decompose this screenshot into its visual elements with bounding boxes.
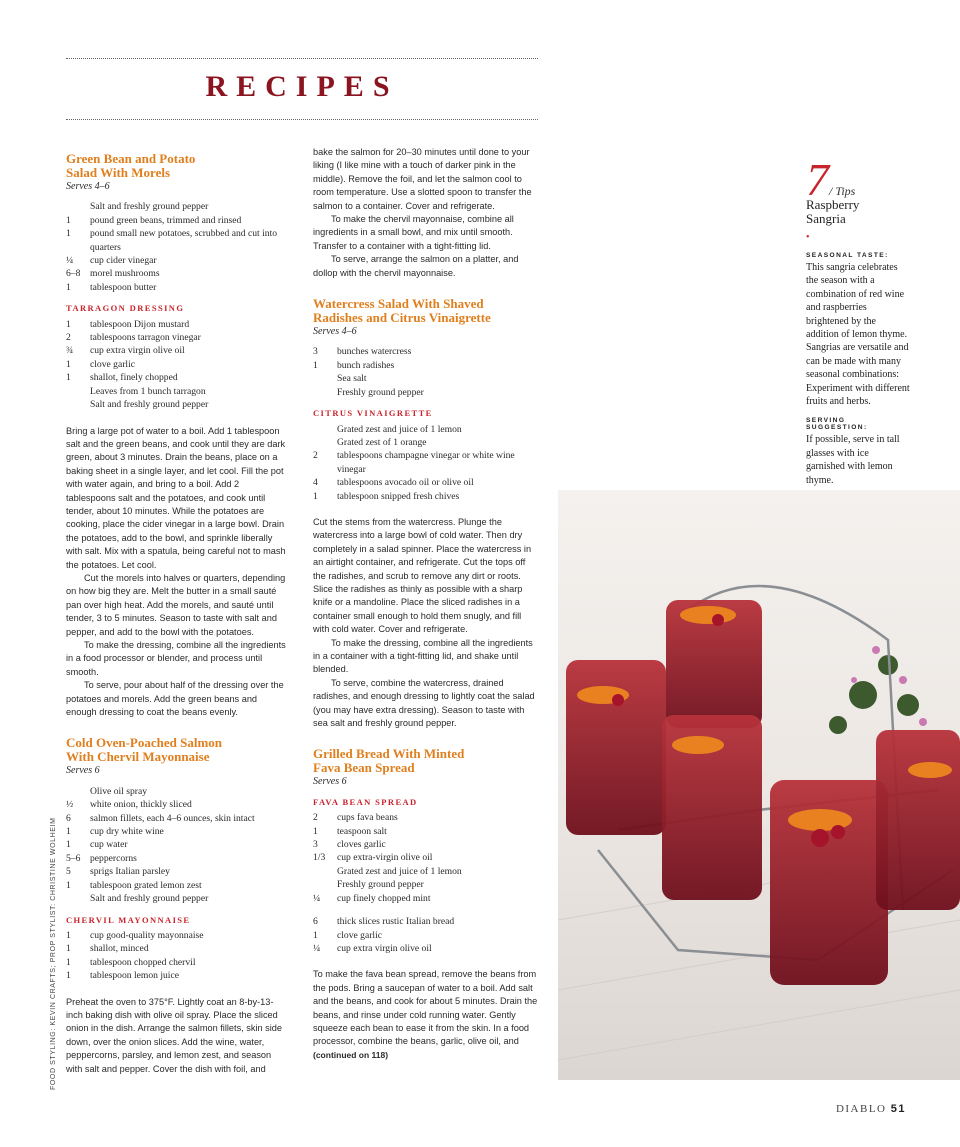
recipe-green-bean-salad (66, 152, 288, 719)
subrecipe-title: CHERVIL MAYONNAISE (66, 914, 191, 925)
ingredient-row (66, 825, 288, 838)
ingredient-quantity: 1 (66, 228, 71, 240)
page-number: 51 (890, 1103, 906, 1115)
ingredient-text: sprigs Italian parsley (90, 866, 170, 878)
ingredient-text: cup extra virgin olive oil (337, 942, 432, 954)
ingredient-quantity (66, 398, 90, 411)
ingredient-quantity: 1 (313, 825, 318, 837)
method-paragraph: Bring a large pot of water to a boil. Add 1 tablespoon salt and the green beans, and cook until they are dark green, about 3 minutes. Drain the beans, place on a baking sheet in a single layer, and let cool. Fill the pot with water again, and bring to a boil. Add 2 tablespoons salt and the potatoes, and cook until tender, about 10 minutes. While the potatoes are cooking, place the cider vinegar in a large bowl. Drain the potatoes, add to the bowl, and sprinkle liberally with salt. Mix with a spatula, being careful not to mash the potatoes. Let cool. (66, 425, 286, 570)
recipe-title-line: Cold Oven-Poached Salmon (66, 735, 223, 751)
ingredient-text: Olive oil spray (90, 785, 148, 797)
ingredient-quantity: 1 (66, 826, 71, 838)
ingredient-quantity: 6 (66, 812, 71, 824)
method-paragraph: To serve, pour about half of the dressing over the potatoes and morels. Add the green beans and enough dressing to coat the beans evenly. (66, 680, 284, 718)
ingredient-quantity: 1 (313, 929, 318, 941)
ingredient-row (66, 852, 288, 865)
ingredient-quantity: 1 (66, 970, 71, 982)
ingredient-text: Salt and freshly ground pepper (90, 399, 209, 411)
ingredient-quantity: 3 (313, 346, 318, 358)
ingredient-quantity (66, 785, 90, 798)
recipe-title-line: Grilled Bread With Minted (313, 746, 465, 762)
ingredient-row (66, 892, 288, 905)
ingredient-row (313, 811, 538, 824)
ingredient-quantity (313, 878, 337, 891)
ingredient-quantity: 6 (313, 916, 318, 928)
recipe-title (66, 736, 288, 763)
ingredient-quantity (66, 892, 90, 905)
recipe-serves: Serves 4–6 (66, 181, 110, 192)
ingredient-row (313, 915, 538, 928)
ingredient-row (313, 423, 538, 436)
ingredient-text: Grated zest and juice of 1 lemon (337, 423, 462, 435)
ingredient-row (313, 372, 538, 385)
recipe-title-line: Watercress Salad With Shaved (313, 296, 484, 312)
ingredient-row (66, 798, 288, 811)
ingredient-row (313, 838, 538, 851)
recipe-title-line: Salad With Morels (66, 164, 171, 180)
method-paragraph: Cut the morels into halves or quarters, depending on how big they are. Melt the butter in a small sauté pan over high heat. Add the morels, and sauté until tender, 3 to 5 minutes. Season to taste with salt and pepper, and add to the bowl with the potatoes. (66, 572, 286, 637)
ingredient-quantity: ¼ (313, 942, 321, 954)
method-paragraph: To make the dressing, combine all the ingredients in a container with a tight-fitting lid, and shake until blended. (313, 637, 533, 675)
ingredient-quantity (313, 423, 337, 436)
ingredient-row (66, 371, 288, 384)
column-left (66, 152, 288, 1076)
ingredient-text: pound green beans, trimmed and rinsed (90, 214, 242, 226)
tip-section-text: This sangria celebrates the season with a combination of red wine and raspberries brightened by the addition of lemon thyme. Sangrias are versatile and can be made with many seasonal combinations: Experiment with different fruits and herbs. (806, 262, 910, 408)
ingredient-list (66, 929, 288, 983)
ingredient-quantity: 1 (66, 372, 71, 384)
ingredient-row (66, 812, 288, 825)
ingredient-row (66, 200, 288, 213)
ingredient-text: salmon fillets, each 4–6 ounces, skin intact (90, 812, 255, 824)
ingredient-quantity: 5–6 (66, 852, 81, 864)
ingredient-list (313, 811, 538, 905)
magazine-name: DIABLO (835, 1103, 887, 1115)
ingredient-text: tablespoons champagne vinegar or white wine vinegar (337, 450, 515, 475)
ingredient-row (66, 331, 288, 344)
ingredient-text: Freshly ground pepper (337, 879, 424, 891)
ingredient-quantity: 1 (66, 214, 71, 226)
ingredient-row (313, 476, 538, 489)
recipe-title (313, 747, 538, 774)
ingredient-row (313, 436, 538, 449)
ingredient-row (313, 490, 538, 503)
recipe-title (66, 152, 288, 179)
tip-section (806, 417, 910, 487)
tip-heading-line: Raspberry (806, 197, 860, 212)
ingredient-quantity: 1 (66, 929, 71, 941)
ingredient-row (66, 267, 288, 280)
tip-section-heading: SEASONAL TASTE: (806, 252, 889, 259)
ingredient-text: clove garlic (337, 929, 383, 941)
ingredient-row (313, 386, 538, 399)
ingredient-list (66, 200, 288, 294)
ingredient-row (66, 318, 288, 331)
ingredient-text: clove garlic (90, 358, 136, 370)
recipe-title-line: Radishes and Citrus Vinaigrette (313, 309, 491, 325)
recipe-serves: Serves 6 (66, 765, 100, 777)
ingredient-quantity: 1 (66, 956, 71, 968)
ingredient-row (313, 878, 538, 891)
ingredient-text: cloves garlic (337, 839, 386, 851)
ingredient-quantity: 2 (313, 812, 318, 824)
column-middle (313, 146, 538, 1062)
recipe-grilled-bread (313, 747, 538, 1062)
ingredient-quantity: 1 (66, 839, 71, 851)
recipe-title (313, 297, 538, 324)
sangria-photo (558, 490, 960, 1080)
method-paragraph: Preheat the oven to 375°F. Lightly coat an 8-by-13-inch baking dish with olive oil spray. Place the sliced onion in the dish. Arrange the salmon fillets, skin side down, over the onion slices. Add the wine, water, peppercorns, parsley, and lemon zest, and season with salt and pepper. Cover the dish with foil, and (66, 996, 283, 1074)
ingredient-row (313, 449, 538, 476)
ingredient-text: cup good-quality mayonnaise (90, 929, 204, 941)
recipe-title-line: With Chervil Mayonnaise (66, 748, 210, 764)
recipe-method (313, 146, 538, 280)
ingredient-text: tablespoon Dijon mustard (90, 318, 190, 330)
ingredient-row (313, 942, 538, 955)
ingredient-quantity (313, 865, 337, 878)
ingredient-quantity: 3 (313, 839, 318, 851)
ingredient-quantity: 4 (313, 477, 318, 489)
recipe-title-line: Fava Bean Spread (313, 759, 415, 775)
ingredient-text: morel mushrooms (90, 268, 160, 280)
method-paragraph: To serve, combine the watercress, drained radishes, and enough dressing to lightly coat the salad (you may have extra dressing). Season to taste with sea salt and freshly ground pepper. (313, 677, 535, 729)
tip-label: / Tips (829, 184, 856, 198)
page-title: RECIPES (205, 70, 399, 103)
recipe-method (66, 425, 288, 720)
ingredient-row (66, 398, 288, 411)
ingredient-row (66, 254, 288, 267)
ingredient-quantity (66, 200, 90, 213)
ingredient-quantity (313, 436, 337, 449)
ingredient-text: tablespoons tarragon vinegar (90, 332, 201, 344)
top-rule (66, 58, 538, 59)
recipe-method (313, 516, 538, 731)
tip-heading (806, 198, 910, 226)
ingredient-row (66, 942, 288, 955)
ingredient-text: cups fava beans (337, 812, 398, 824)
subrecipe-title: CITRUS VINAIGRETTE (313, 408, 433, 419)
ingredient-row (66, 785, 288, 798)
ingredient-row (66, 214, 288, 227)
method-paragraph: bake the salmon for 20–30 minutes until done to your liking (I like mine with a touch of darker pink in the middle). Remove the foil, and let the salmon cool to room temperature. Use a slotted spoon to transfer the salmon to a container. Cover and refrigerate. (313, 147, 532, 211)
recipe-salmon (66, 736, 288, 1076)
ingredient-text: Salt and freshly ground pepper (90, 893, 209, 905)
ingredient-row (66, 358, 288, 371)
ingredient-quantity: 1 (66, 281, 71, 293)
subrecipe-title: TARRAGON DRESSING (66, 303, 185, 314)
ingredient-quantity: 1 (66, 943, 71, 955)
ingredient-quantity: 1 (66, 879, 71, 891)
ingredient-text: cup cider vinegar (90, 255, 157, 267)
ingredient-list (66, 318, 288, 412)
method-text: To make the fava bean spread, remove the beans from the pods. Bring a saucepan of water to a boil. Add salt and the beans, and cook for about 5 minutes. Drain the beans, and rinse under cold running water. Gently squeeze each bean to ease it from the skin. In a food processor, combine the beans, garlic, olive oil, and (313, 969, 538, 1047)
continued-note: (continued on 118) (313, 1049, 389, 1060)
tip-section-text: If possible, serve in tall glasses with ice garnished with lemon thyme. (806, 434, 900, 486)
method-paragraph: Cut the stems from the watercress. Plunge the watercress into a large bowl of cold water. Then dry completely in a salad spinner. Place the watercress in an airtight container, and refrigerate. Cut the tops off the radishes, and scrub to remove any dirt or roots. Slice the radishes as thinly as possible with a sharp knife or a mandoline. Place the sliced radishes in a container small enough to hold them snugly, and fill with cold water. Cover and refrigerate. (313, 516, 532, 635)
ingredient-quantity: 6–8 (66, 268, 81, 280)
recipe-method (313, 968, 538, 1062)
ingredient-row (313, 865, 538, 878)
ingredient-quantity (313, 372, 337, 385)
ingredient-text: tablespoon lemon juice (90, 970, 179, 982)
recipe-title-line: Green Bean and Potato (66, 151, 196, 166)
ingredient-quantity: ½ (66, 799, 74, 811)
ingredient-text: teaspoon salt (337, 825, 387, 837)
method-paragraph (313, 968, 538, 1062)
photo-credit: FOOD STYLING: KEVIN CRAFTS; PROP STYLIST: CHRISTINE WOLHEIM (50, 817, 57, 1090)
ingredient-row (313, 825, 538, 838)
ingredient-quantity: 1 (313, 359, 318, 371)
ingredient-text: Leaves from 1 bunch tarragon (90, 385, 206, 397)
ingredient-text: bunches watercress (337, 346, 412, 358)
ingredient-text: tablespoons avocado oil or olive oil (337, 477, 474, 489)
ingredient-text: Grated zest and juice of 1 lemon (337, 865, 462, 877)
page-footer (836, 1103, 906, 1115)
ingredient-row (66, 227, 288, 254)
ingredient-text: Salt and freshly ground pepper (90, 201, 209, 213)
subrecipe-title: FAVA BEAN SPREAD (313, 796, 418, 807)
ingredient-quantity: 1 (313, 490, 318, 502)
ingredient-row (66, 879, 288, 892)
ingredient-quantity: 2 (313, 450, 318, 462)
ingredient-text: peppercorns (90, 852, 137, 864)
ingredient-list (313, 915, 538, 955)
ingredient-text: cup water (90, 839, 128, 851)
sangria-glasses-image (558, 490, 960, 1080)
ingredient-row (313, 345, 538, 358)
ingredient-row (66, 344, 288, 357)
ingredient-quantity: ¼ (313, 892, 321, 904)
recipe-watercress-salad (313, 297, 538, 730)
ingredient-text: tablespoon butter (90, 281, 157, 293)
ingredient-text: Sea salt (337, 373, 367, 385)
ingredient-text: cup dry white wine (90, 826, 164, 838)
ingredient-text: tablespoon snipped fresh chives (337, 490, 460, 502)
ingredient-quantity (313, 386, 337, 399)
tip-number: 7 (806, 154, 829, 205)
ingredient-text: pound small new potatoes, scrubbed and cut into quarters (90, 228, 278, 253)
title-rule (66, 119, 538, 120)
ingredient-quantity: 1 (66, 318, 71, 330)
ingredient-text: bunch radishes (337, 359, 395, 371)
ingredient-text: tablespoon grated lemon zest (90, 879, 202, 891)
tip-heading-line: Sangria (806, 211, 846, 226)
ingredient-quantity (66, 385, 90, 398)
ingredient-text: thick slices rustic Italian bread (337, 916, 455, 928)
ingredient-text: Grated zest of 1 orange (337, 436, 427, 448)
ingredient-row (313, 851, 538, 864)
ingredient-list (313, 423, 538, 503)
tip-section (806, 252, 910, 408)
ingredient-text: white onion, thickly sliced (90, 799, 192, 811)
ingredient-list (313, 345, 538, 399)
method-paragraph: To make the chervil mayonnaise, combine all ingredients in a small bowl, and mix until smooth. Transfer to a container with a tight-fitting lid. (313, 214, 514, 251)
recipe-serves: Serves 4–6 (313, 326, 357, 338)
ingredient-text: Freshly ground pepper (337, 386, 424, 398)
ingredient-text: cup finely chopped mint (337, 892, 431, 904)
tip-section-heading: SERVING SUGGESTION: (806, 417, 868, 432)
ingredient-row (66, 929, 288, 942)
ingredient-row (313, 359, 538, 372)
ingredient-quantity: ¼ (66, 255, 74, 267)
ingredient-quantity: 1 (66, 358, 71, 370)
ingredient-row (66, 838, 288, 851)
ingredient-quantity: 2 (66, 332, 71, 344)
ingredient-row (66, 969, 288, 982)
ingredient-row (66, 385, 288, 398)
ingredient-row (66, 281, 288, 294)
recipe-serves: Serves 6 (313, 776, 347, 788)
ingredient-text: shallot, finely chopped (90, 372, 178, 384)
ingredient-text: tablespoon chopped chervil (90, 956, 196, 968)
recipe-method (66, 996, 288, 1076)
ingredient-text: shallot, minced (90, 943, 149, 955)
method-paragraph: To serve, arrange the salmon on a platter, and dollop with the chervil mayonnaise. (313, 254, 519, 278)
bullet-icon: • (806, 232, 810, 243)
ingredient-row (313, 929, 538, 942)
ingredient-text: cup extra virgin olive oil (90, 345, 185, 357)
ingredient-row (313, 892, 538, 905)
ingredient-quantity: 1/3 (313, 852, 326, 864)
ingredient-list (66, 785, 288, 906)
ingredient-row (66, 956, 288, 969)
ingredient-row (66, 865, 288, 878)
method-paragraph: To make the dressing, combine all the ingredients in a food processor or blender, and process until smooth. (66, 640, 286, 677)
ingredient-text: cup extra-virgin olive oil (337, 852, 433, 864)
ingredient-quantity: ¾ (66, 345, 74, 357)
ingredient-quantity: 5 (66, 866, 71, 878)
